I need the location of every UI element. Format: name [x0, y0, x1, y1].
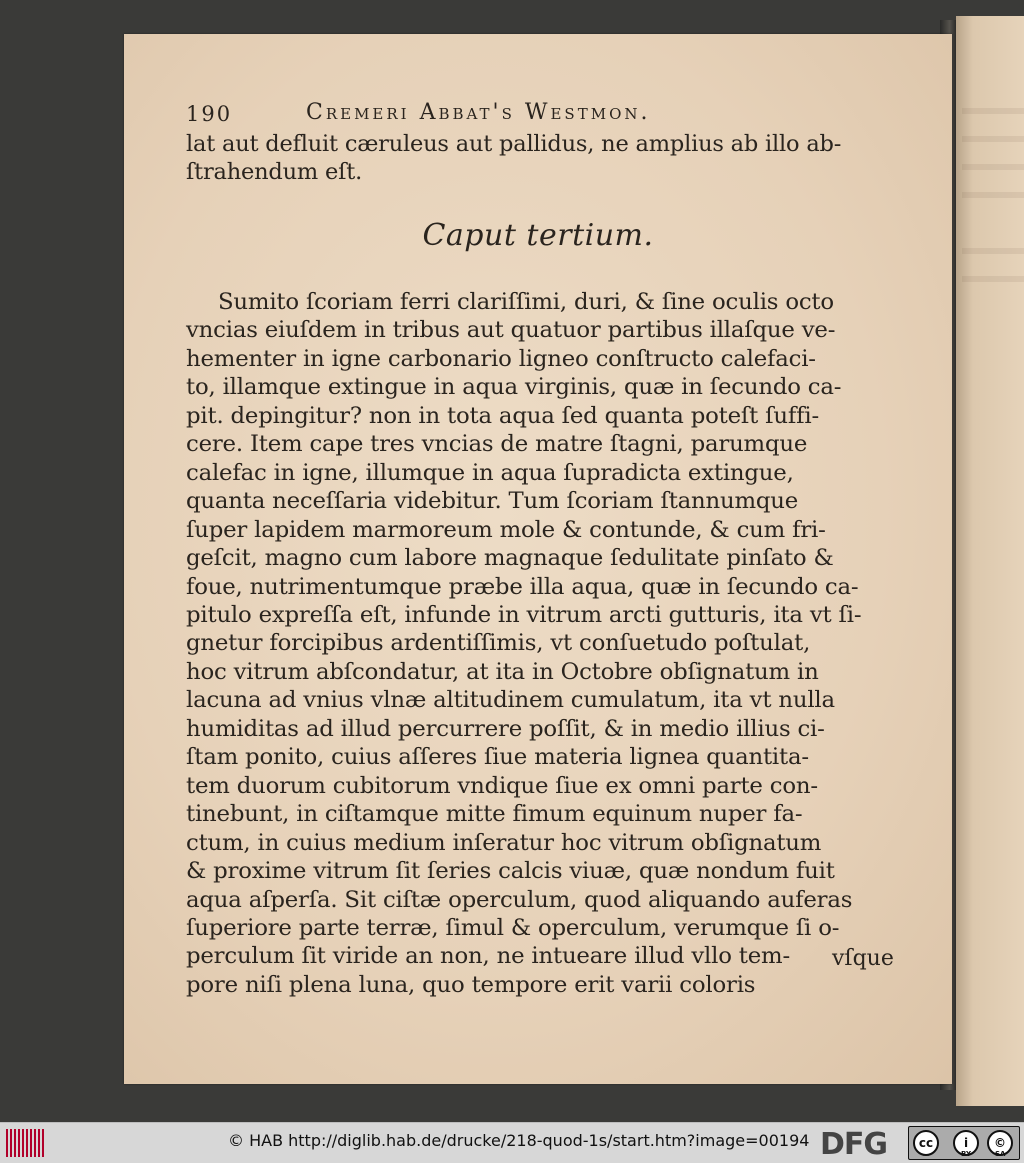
text-line: quanta neceſſaria videbitur. Tum ſcoriam ſtannumque	[186, 488, 799, 515]
by-label: BY	[961, 1150, 972, 1158]
text-line: hementer in igne carbonario ligneo conſtructo calefaci-	[186, 345, 816, 372]
barcode-icon	[6, 1129, 46, 1157]
chapter-title: Caput tertium.	[422, 218, 654, 253]
text-line: & proxime vitrum ſit ſeries calcis viuæ, quæ nondum fuit	[186, 858, 835, 885]
facing-page-edge	[956, 16, 1024, 1106]
catchword: vſque	[832, 946, 894, 971]
copyright-link[interactable]: © HAB http://diglib.hab.de/drucke/218-quod-1s/start.htm?image=00194	[228, 1131, 810, 1150]
page-text-layer	[124, 34, 952, 1084]
text-line: ſtam ponito, cuius aſſeres ſiue materia lignea quantita-	[186, 744, 809, 771]
sa-label: SA	[995, 1150, 1006, 1158]
folio-number: 190	[186, 102, 233, 126]
text-line: Sumito ſcoriam ferri clariſſimi, duri, & ſine oculis octo	[218, 289, 834, 315]
text-line: foue, nutrimentumque præbe illa aqua, quæ in ſecundo ca-	[186, 573, 859, 600]
text-line: tinebunt, in ciſtamque mitte fimum equinum nuper fa-	[186, 801, 803, 828]
text-line: calefac in igne, illumque in aqua ſupradicta extingue,	[186, 459, 794, 486]
attribution-icon: i	[953, 1130, 979, 1156]
carry-over-text	[186, 130, 886, 186]
text-line: ſuper lapidem marmoreum mole & contunde, & cum fri-	[186, 516, 826, 543]
text-line: hoc vitrum abſcondatur, at ita in Octobre obſignatum in	[186, 658, 819, 685]
text-line: lacuna ad vnius vlnæ altitudinem cumulatum, ita vt nulla	[186, 687, 835, 714]
cc-icon: cc	[913, 1130, 939, 1156]
text-line: pore niſi plena luna, quo tempore erit varii coloris	[186, 971, 756, 998]
text-line: tem duorum cubitorum vndique ſiue ex omni parte con-	[186, 772, 818, 799]
running-head	[186, 96, 952, 132]
text-line: ſtrahendum eſt.	[186, 159, 363, 186]
dfg-logo[interactable]: DFG	[820, 1127, 888, 1162]
text-line: gnetur forcipibus ardentiſſimis, vt conſuetudo poſtulat,	[186, 630, 811, 657]
body-text	[186, 288, 896, 999]
text-line: lat aut defluit cæruleus aut pallidus, ne amplius ab illo ab-	[186, 131, 842, 157]
text-line: vncias eiuſdem in tribus aut quatuor partibus illaſque ve-	[186, 317, 836, 344]
share-alike-icon: ©	[987, 1130, 1013, 1156]
text-line: ctum, in cuius medium inſeratur hoc vitrum obſignatum	[186, 829, 822, 856]
text-line: cere. Item cape tres vncias de matre ſtagni, parumque	[186, 431, 808, 458]
text-line: pitulo expreſſa eſt, infunde in vitrum arcti gutturis, ita vt ſi-	[186, 601, 862, 628]
text-line: humiditas ad illud percurrere poſſit, & in medio illius ci-	[186, 715, 825, 742]
text-line: geſcit, magno cum labore magnaque ſedulitate pinſato &	[186, 545, 834, 572]
text-line: pit. depingitur? non in tota aqua ſed quanta poteſt ſuffi-	[186, 402, 819, 429]
text-line: perculum ſit viride an non, ne intueare illud vllo tem-	[186, 943, 790, 970]
viewer-footer	[0, 1122, 1024, 1163]
text-line: ſuperiore parte terræ, ſimul & operculum, verumque ſi o-	[186, 914, 840, 941]
running-head-title: Cremeri Abbat's Westmon.	[306, 100, 651, 125]
text-line: to, illamque extingue in aqua virginis, quæ in ſecundo ca-	[186, 374, 842, 401]
text-line: aqua aſperſa. Sit ciſtæ operculum, quod aliquando auferas	[186, 886, 853, 913]
cc-license-badge[interactable]	[908, 1126, 1020, 1160]
